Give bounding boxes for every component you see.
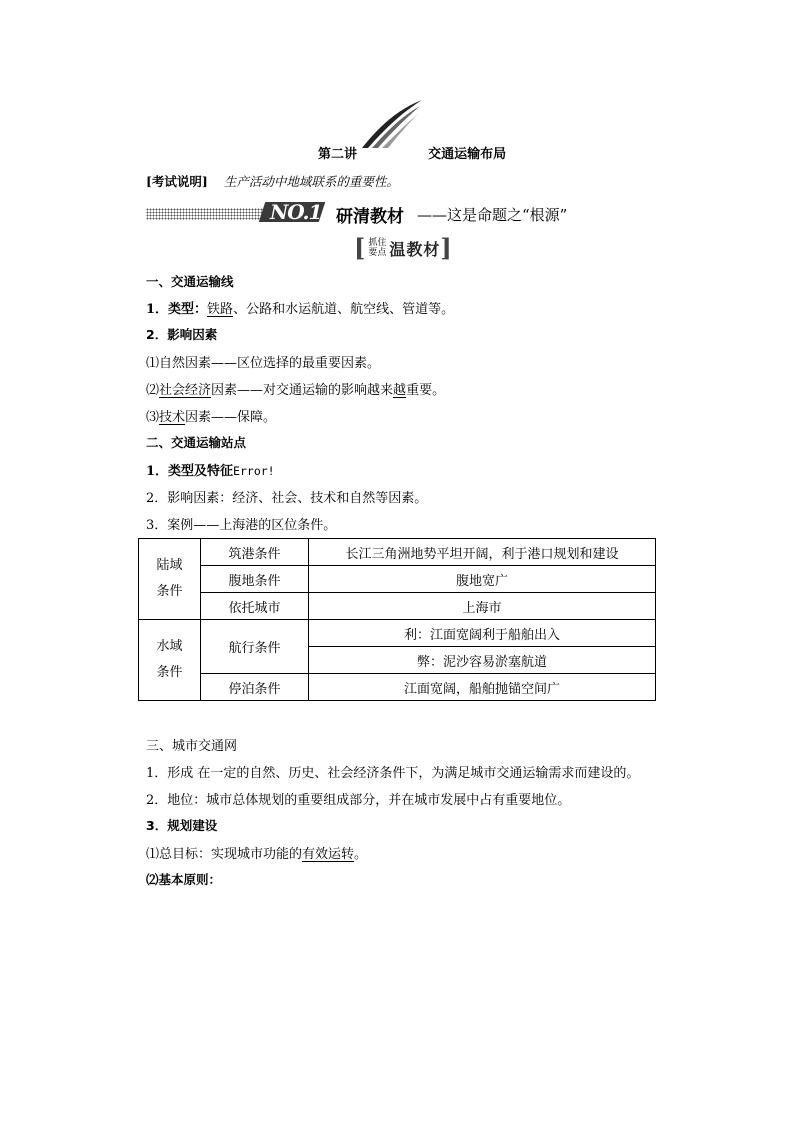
badge-small-bottom: 要点 (368, 248, 387, 258)
land-region-line2: 条件 (156, 584, 183, 599)
page-title (318, 143, 506, 162)
bracket-left-icon: [ (354, 233, 366, 262)
badge-small-text (368, 238, 386, 258)
exam-note-text: 生产活动中地域联系的重要性。 (223, 174, 399, 189)
table-cell: 航行条件 (201, 620, 309, 674)
f2-prefix: ⑵ (146, 383, 160, 398)
section2-heading: 二、交通运输站点 (146, 435, 247, 450)
section1-type (146, 298, 454, 317)
section-banner (146, 200, 656, 226)
f2-end: 重要。 (406, 383, 446, 398)
goal-end: 。 (354, 847, 368, 862)
network-formation: 1．形成 在一定的自然、历史、社会经济条件下，为满足城市交通运输需求而建设的。 (146, 766, 640, 781)
table-cell: 长江三角洲地势平坦开阔，利于港口规划和建设 (309, 539, 656, 566)
table-cell: 利：江面宽阔利于船舶出入 (309, 620, 656, 647)
bracket-right-icon: ] (440, 233, 452, 262)
table-cell: 弊：泥沙容易淤塞航道 (309, 647, 656, 674)
banner-dots (146, 208, 264, 220)
station-type (146, 460, 275, 479)
type-underlined: 铁路 (207, 302, 234, 317)
section1-heading: 一、交通运输线 (146, 274, 234, 289)
type-rest: 、公路和水运航道、航空线、管道等。 (233, 302, 455, 317)
water-region-line2: 条件 (156, 665, 183, 680)
review-badge (354, 235, 452, 261)
badge-big-text: 温教材 (389, 239, 441, 259)
water-region-cell (139, 620, 201, 701)
banner-number: NO.1 (270, 200, 322, 224)
station-factors: 2．影响因素：经济、社会、技术和自然等因素。 (146, 491, 428, 506)
table-cell: 依托城市 (201, 593, 309, 620)
land-region-cell (139, 539, 201, 620)
exam-note-label: [考试说明] (146, 174, 208, 189)
water-region-line1: 水域 (156, 639, 183, 654)
f2-underlined-2: 越 (393, 383, 407, 398)
badge-small-top: 抓住 (368, 238, 387, 248)
f3-end: 因素——保障。 (185, 410, 277, 425)
exam-note (146, 172, 399, 190)
f3-underlined: 技术 (159, 410, 186, 425)
error-text: Error! (233, 464, 275, 478)
planning-goal (146, 843, 367, 862)
table-cell: 停泊条件 (201, 674, 309, 701)
goal-prefix: ⑴总目标：实现城市功能的 (146, 847, 303, 862)
type-prefix: 1．类型： (146, 302, 208, 317)
land-region-line1: 陆域 (156, 558, 183, 573)
goal-underlined: 有效运转 (302, 847, 355, 862)
banner-sub-text: ——这是命题之“根源” (417, 206, 568, 224)
factor-natural: ⑴自然因素——区位选择的最重要因素。 (146, 356, 381, 371)
banner-main-text: 研清教材 (336, 207, 404, 227)
shanghai-port-table (138, 538, 656, 701)
lecture-title: 交通运输布局 (428, 147, 507, 162)
f2-mid: 因素——对交通运输的影响越来 (211, 383, 394, 398)
network-status: 2．地位：城市总体规划的重要组成部分，并在城市发展中占有重要地位。 (146, 793, 571, 808)
table-cell: 腹地宽广 (309, 566, 656, 593)
factors-heading: 2．影响因素 (146, 327, 218, 342)
network-planning: 3．规划建设 (146, 818, 218, 833)
table-cell: 江面宽阔，船舶抛锚空间广 (309, 674, 656, 701)
station-case: 3．案例——上海港的区位条件。 (146, 518, 337, 533)
station-type-text: 1．类型及特征 (146, 464, 234, 479)
table-cell: 上海市 (309, 593, 656, 620)
section3-heading: 三、城市交通网 (146, 739, 238, 754)
f2-underlined: 社会经济 (159, 383, 212, 398)
table-cell: 腹地条件 (201, 566, 309, 593)
f3-prefix: ⑶ (146, 410, 160, 425)
factor-social (146, 379, 445, 398)
lecture-number: 第二讲 (318, 147, 358, 162)
table-cell: 筑港条件 (201, 539, 309, 566)
planning-principles: ⑵基本原则： (146, 872, 222, 887)
factor-tech (146, 406, 276, 425)
